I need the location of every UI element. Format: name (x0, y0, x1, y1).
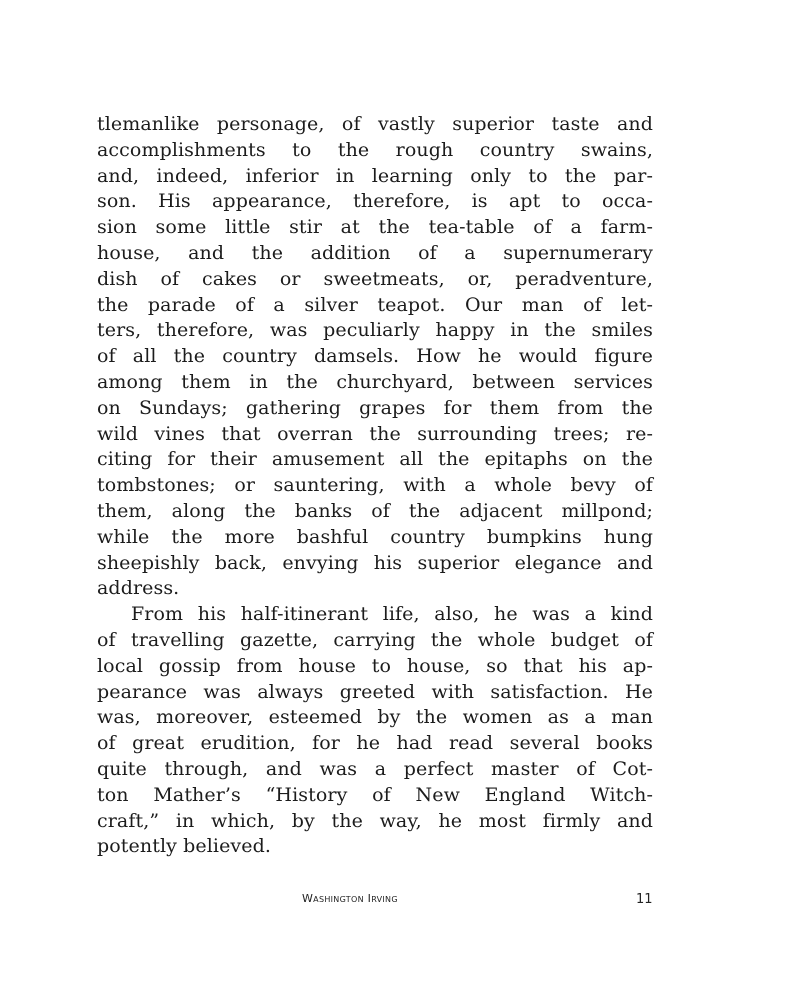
paragraph-1 (97, 112, 653, 602)
text-line: among them in the churchyard, between services (97, 370, 653, 393)
paragraph-2 (97, 602, 653, 860)
text-line: ters, therefore, was peculiarly happy in the smiles (97, 319, 653, 342)
text-line: potently believed. (97, 835, 271, 858)
text-line: dish of cakes or sweetmeats, or, peradventure, (97, 267, 653, 290)
text-line: wild vines that overran the surrounding trees; re- (97, 422, 653, 445)
text-line: address. (97, 577, 180, 600)
text-line: craft,” in which, by the way, he most firmly and (97, 809, 653, 832)
page-footer (0, 892, 800, 912)
text-line: citing for their amusement all the epitaphs on the (97, 448, 653, 471)
running-head: Washington Irving (302, 892, 398, 905)
text-line: of all the country damsels. How he would figure (97, 345, 653, 368)
text-line: accomplishments to the rough country swains, (97, 138, 653, 161)
text-line: son. His appearance, therefore, is apt to occa- (97, 190, 653, 213)
text-line: sheepishly back, envying his superior elegance and (97, 551, 653, 574)
text-line: tombstones; or sauntering, with a whole bevy of (97, 474, 653, 497)
text-line: and, indeed, inferior in learning only to the par- (97, 164, 653, 187)
text-line: quite through, and was a perfect master of Cot- (97, 757, 653, 780)
text-line: ton Mather’s “History of New England Witch- (97, 783, 653, 806)
page-number: 11 (636, 892, 653, 907)
text-line: tlemanlike personage, of vastly superior taste and (97, 113, 653, 135)
text-line: local gossip from house to house, so that his ap- (97, 654, 653, 677)
text-line: while the more bashful country bumpkins hung (97, 525, 653, 548)
text-line: them, along the banks of the adjacent millpond; (97, 499, 653, 522)
text-line: of travelling gazette, carrying the whole budget of (97, 628, 653, 651)
text-line: From his half-itinerant life, also, he was a kind (131, 603, 653, 626)
text-line: was, moreover, esteemed by the women as a man (97, 706, 653, 729)
text-line: the parade of a silver teapot. Our man of let- (97, 293, 653, 316)
text-line: pearance was always greeted with satisfaction. He (97, 680, 653, 703)
page-body (97, 112, 653, 860)
text-line: of great erudition, for he had read several books (97, 732, 653, 755)
text-line: on Sundays; gathering grapes for them from the (97, 396, 653, 419)
text-line: sion some little stir at the tea-table of a farm- (97, 216, 653, 239)
text-line: house, and the addition of a supernumerary (97, 241, 653, 264)
